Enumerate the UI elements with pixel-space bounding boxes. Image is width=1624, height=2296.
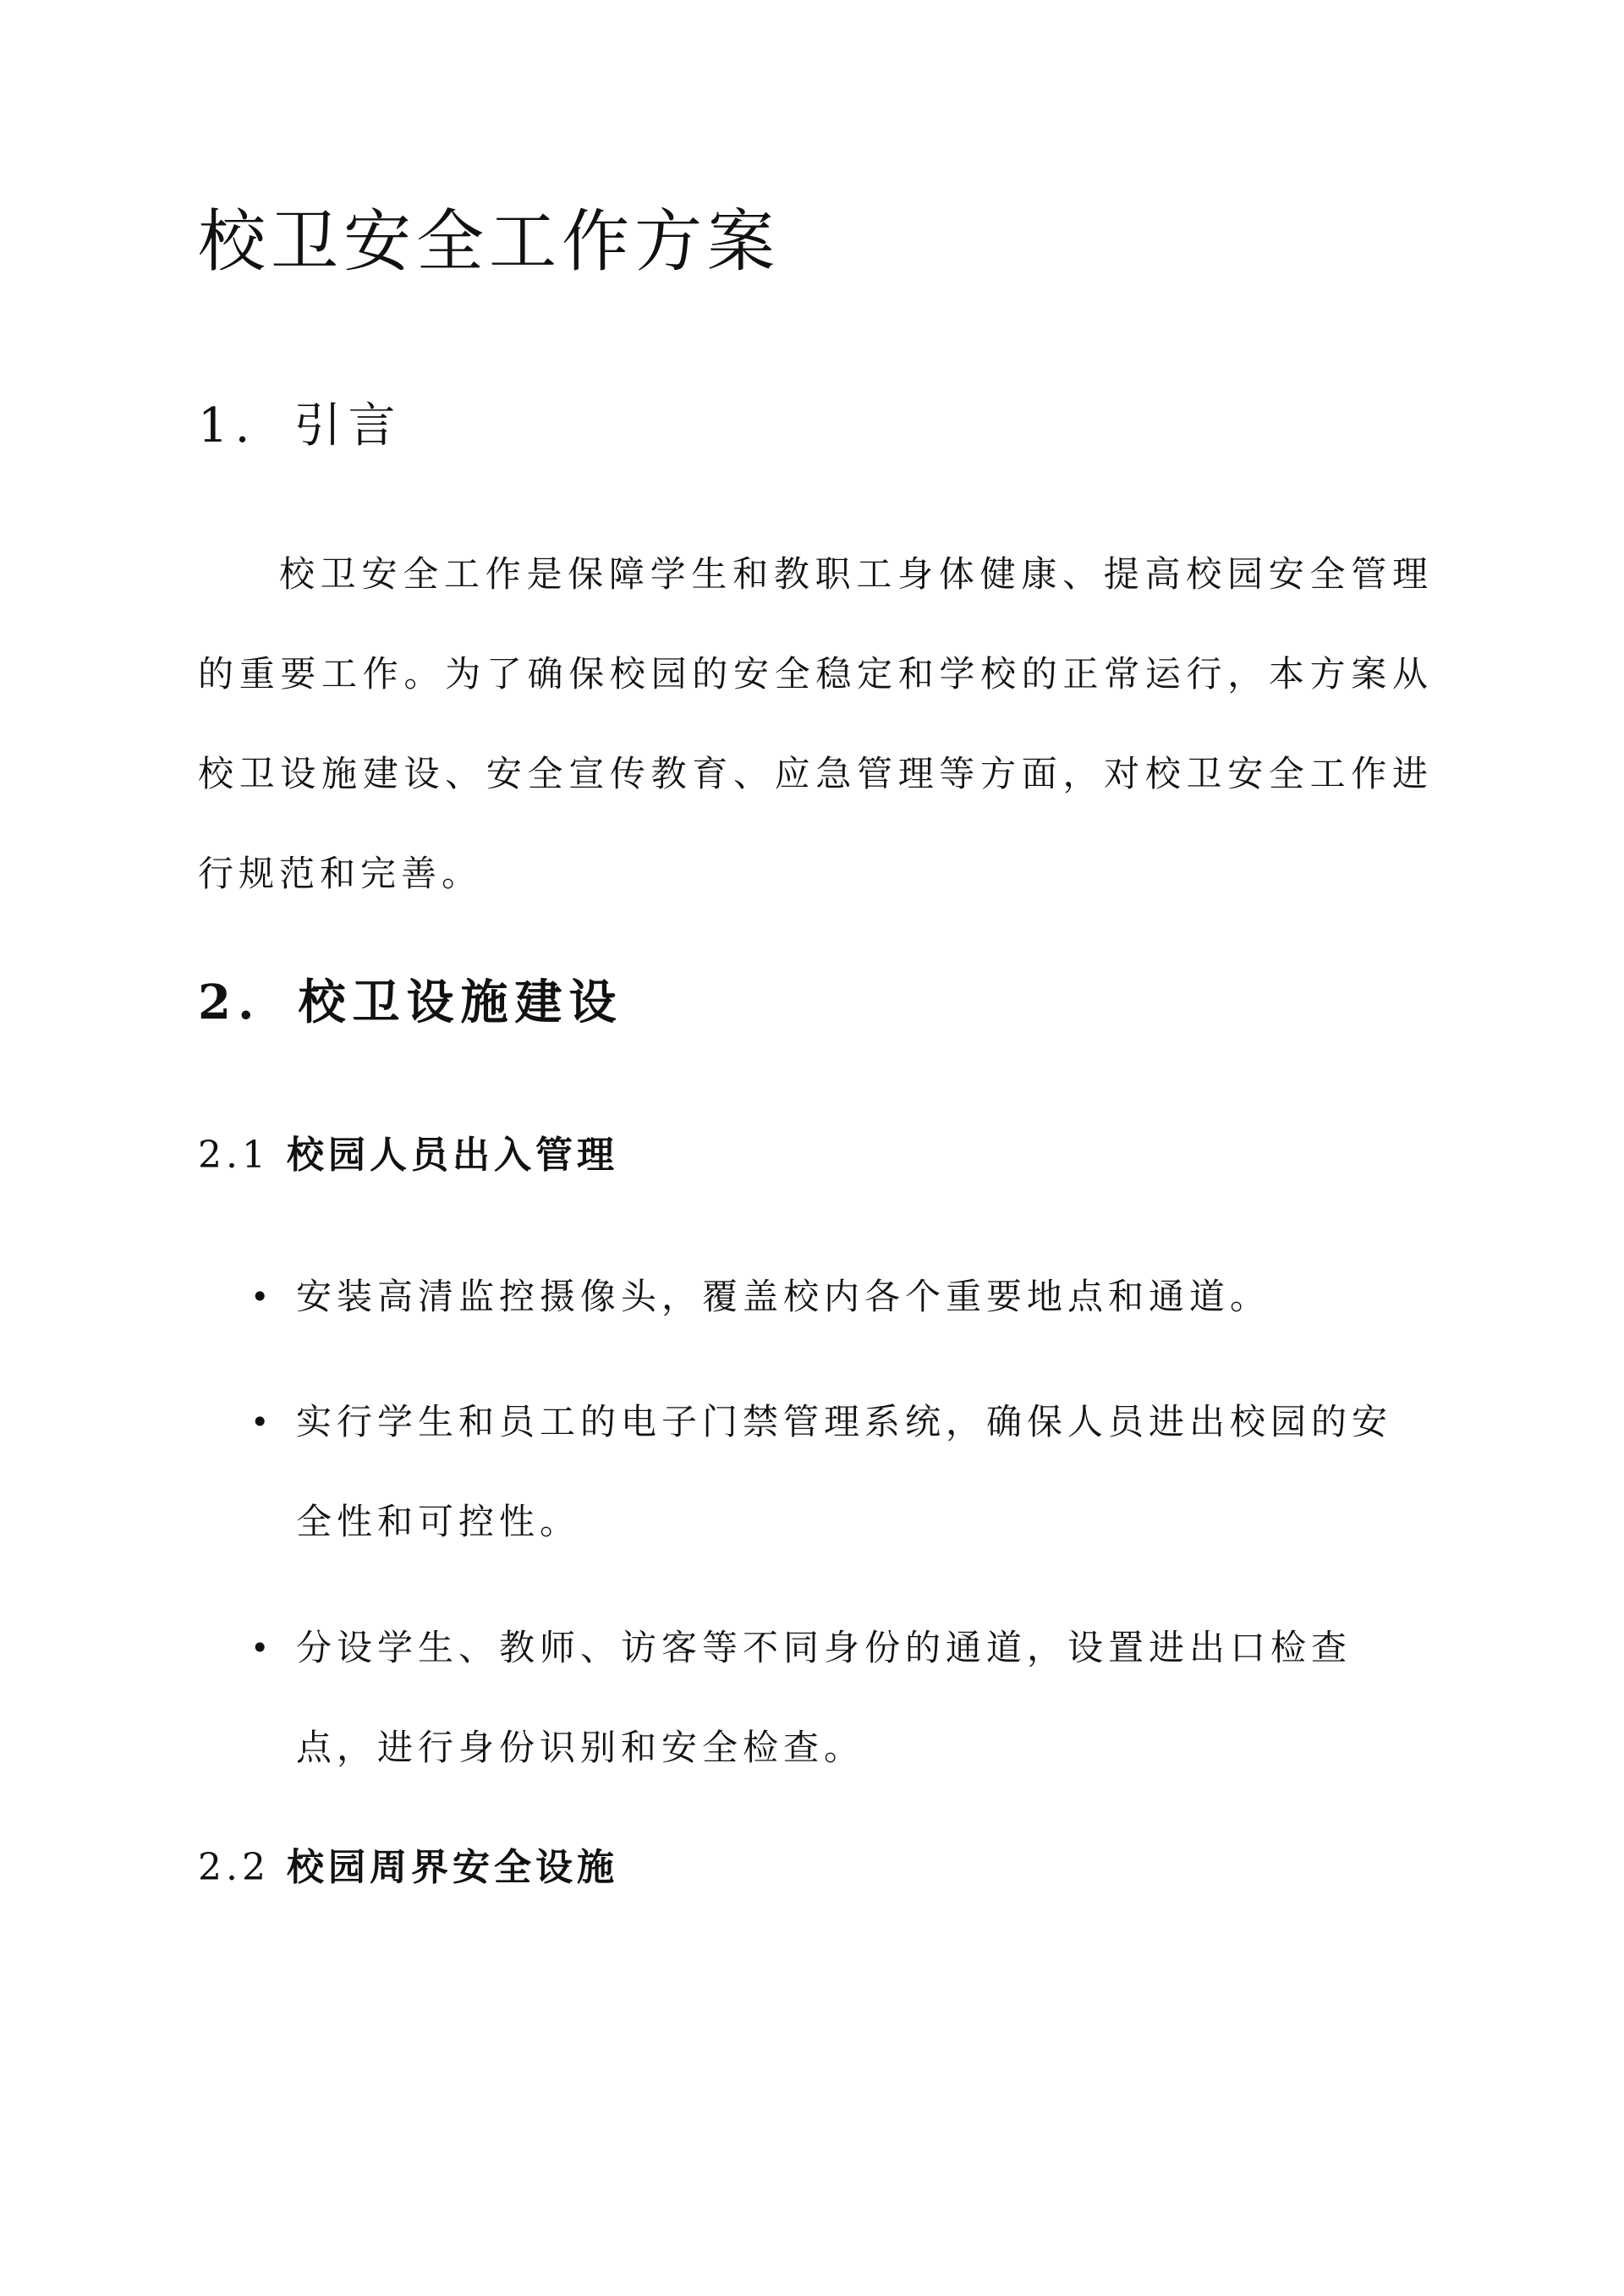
section-heading-facilities [198,975,623,1031]
section-title: 引言 [294,398,403,453]
intro-paragraph: 校卫安全工作是保障学生和教职工身体健康、提高校园安全管理的重要工作。为了确保校园的安全稳定和学校的正常运行，本方案从校卫设施建设、安全宣传教育、应急管理等方面，对校卫安全工作进行规范和完善。 [198,553,1433,894]
list-item-text: 分设学生、教师、访客等不同身份的通道，设置进出口检查点，进行身份识别和安全检查。 [296,1627,1352,1768]
list-item [250,1598,1413,1798]
section-number: 2. [198,975,261,1030]
subsection-title: 校园周界安全设施 [286,1846,618,1889]
list-item-text: 安装高清监控摄像头，覆盖校内各个重要地点和通道。 [296,1276,1271,1317]
section-title: 校卫设施建设 [298,975,623,1030]
subsection-number: 2.2 [198,1846,270,1889]
subsection-heading-access [198,1134,618,1178]
bullet-icon: • [250,1403,275,1441]
document-title: 校卫安全工作方案 [198,202,780,281]
bullet-icon: • [250,1278,275,1316]
list-item-text: 实行学生和员工的电子门禁管理系统，确保人员进出校园的安全性和可控性。 [296,1401,1393,1542]
section-heading-intro [198,398,402,454]
section-number: 1. [198,398,257,453]
list-item [250,1372,1413,1572]
subsection-heading-perimeter [198,1846,618,1891]
bullet-icon: • [250,1629,275,1667]
subsection-number: 2.1 [198,1134,270,1177]
list-item [250,1247,1413,1347]
subsection-title: 校园人员出入管理 [286,1134,618,1177]
